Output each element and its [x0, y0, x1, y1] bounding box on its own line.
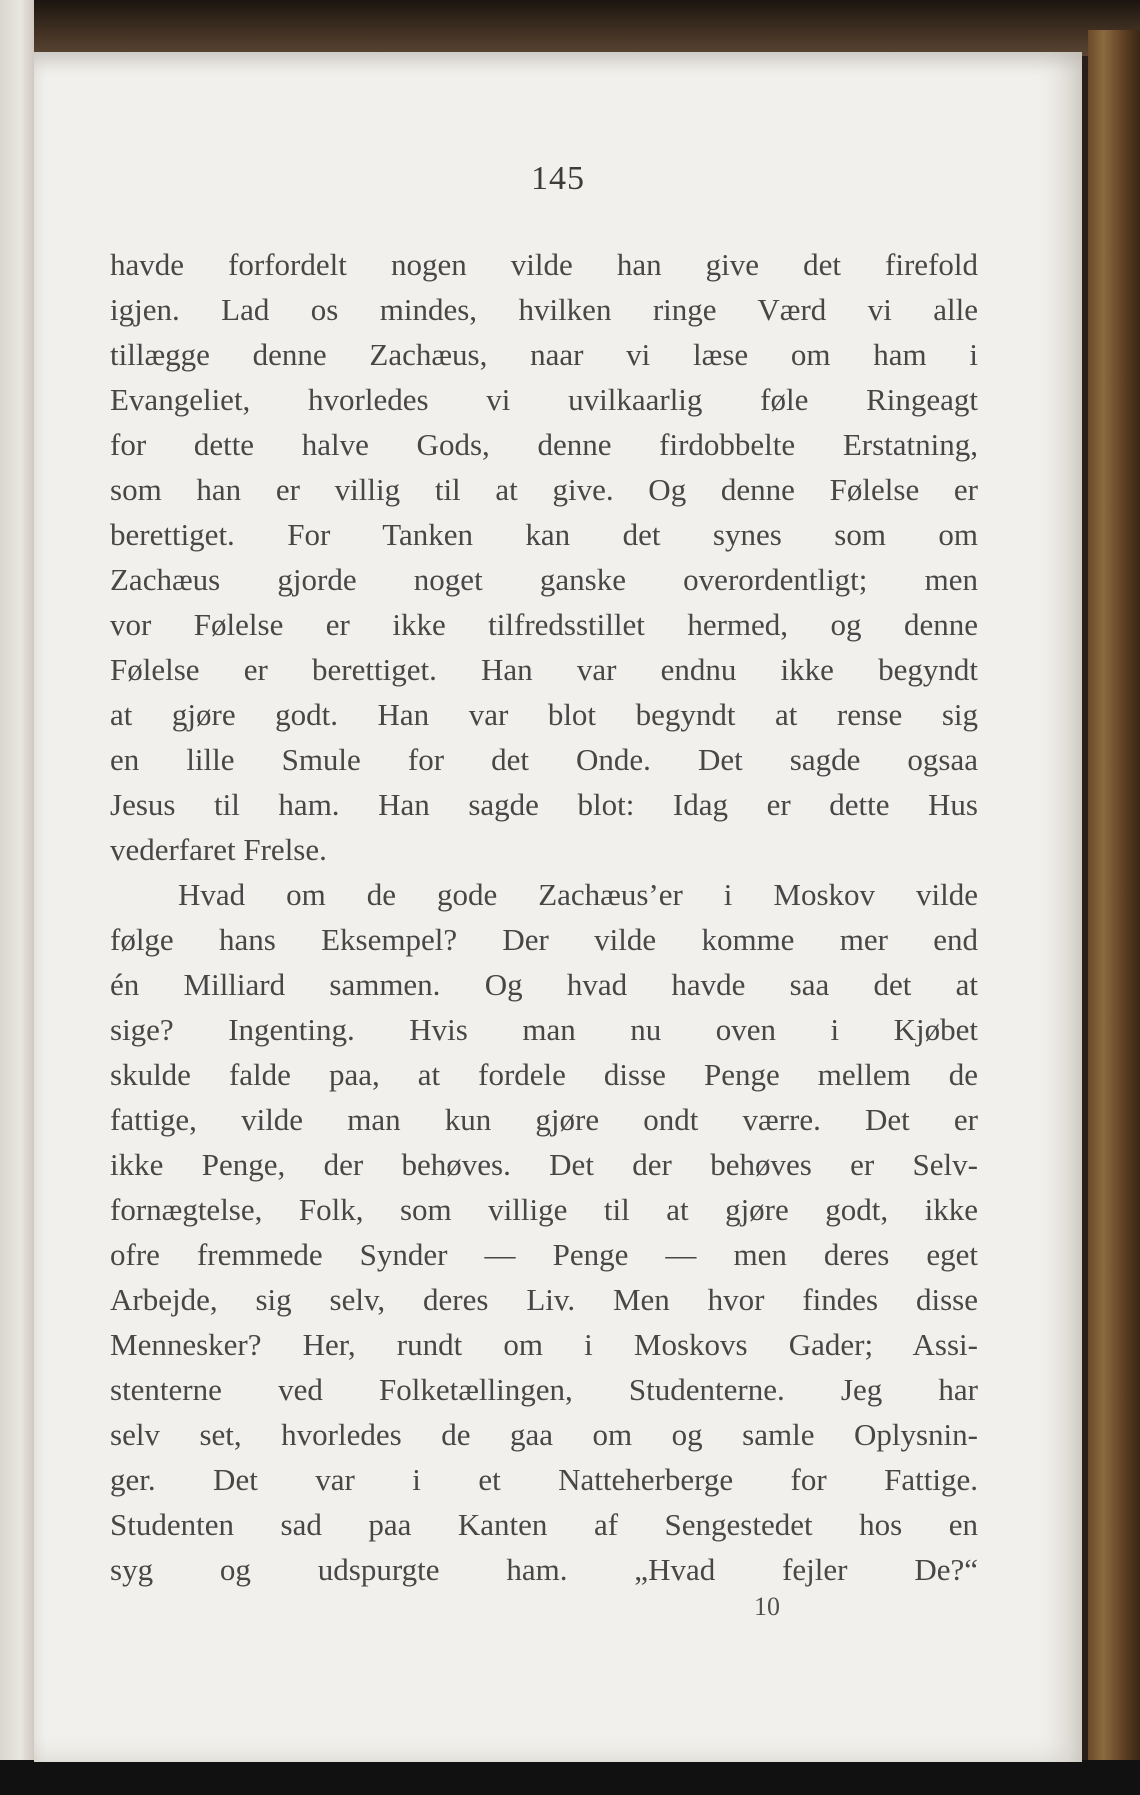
text-line: sige? Ingenting. Hvis man nu oven i Kjøbet: [110, 1012, 978, 1047]
book-page: [34, 52, 1082, 1762]
text-line: igjen. Lad os mindes, hvilken ringe Værd vi alle: [110, 292, 978, 327]
paragraph-end-line: vederfaret Frelse.: [110, 832, 327, 867]
text-line: havde forfordelt nogen vilde han give det firefold: [110, 247, 978, 282]
text-line: én Milliard sammen. Og hvad havde saa det at: [110, 967, 978, 1002]
scanner-left-margin: [0, 0, 34, 1795]
text-line: syg og udspurgte ham. „Hvad fejler De?“: [110, 1552, 978, 1587]
paragraph-start-line: Hvad om de gode Zachæus’er i Moskov vilde: [178, 877, 978, 912]
text-line: Arbejde, sig selv, deres Liv. Men hvor findes disse: [110, 1282, 978, 1317]
text-line: ikke Penge, der behøves. Det der behøves er Selv-: [110, 1147, 978, 1182]
text-line: tillægge denne Zachæus, naar vi læse om ham i: [110, 337, 978, 372]
book-top-edge: [0, 0, 1140, 56]
text-line: følge hans Eksempel? Der vilde komme mer end: [110, 922, 978, 957]
text-line: fornægtelse, Folk, som villige til at gjøre godt, ikke: [110, 1192, 978, 1227]
text-line: Jesus til ham. Han sagde blot: Idag er dette Hus: [110, 787, 978, 822]
text-line: som han er villig til at give. Og denne Følelse er: [110, 472, 978, 507]
body-text: [110, 242, 978, 1592]
text-line: Følelse er berettiget. Han var endnu ikke begyndt: [110, 652, 978, 687]
page-number: 145: [531, 160, 585, 197]
text-line: skulde falde paa, at fordele disse Penge mellem de: [110, 1057, 978, 1092]
text-line: Mennesker? Her, rundt om i Moskovs Gader; Assi-: [110, 1327, 978, 1362]
text-line: selv set, hvorledes de gaa om og samle Oplysnin-: [110, 1417, 978, 1452]
text-line: stenterne ved Folketællingen, Studenterne. Jeg har: [110, 1372, 978, 1407]
text-line: fattige, vilde man kun gjøre ondt værre. Det er: [110, 1102, 978, 1137]
text-line: ofre fremmede Synder — Penge — men deres eget: [110, 1237, 978, 1272]
text-line: ger. Det var i et Natteherberge for Fattige.: [110, 1462, 978, 1497]
text-line: at gjøre godt. Han var blot begyndt at rense sig: [110, 697, 978, 732]
scanner-bottom-edge: [0, 1760, 1140, 1795]
text-line: for dette halve Gods, denne firdobbelte Erstatning,: [110, 427, 978, 462]
book-binding-edge: [1088, 30, 1140, 1770]
text-line: vor Følelse er ikke tilfredsstillet hermed, og denne: [110, 607, 978, 642]
text-line: en lille Smule for det Onde. Det sagde ogsaa: [110, 742, 978, 777]
printer-signature-mark: 10: [754, 1592, 780, 1621]
text-line: Evangeliet, hvorledes vi uvilkaarlig føle Ringeagt: [110, 382, 978, 417]
text-line: Zachæus gjorde noget ganske overordentligt; men: [110, 562, 978, 597]
text-line: berettiget. For Tanken kan det synes som om: [110, 517, 978, 552]
text-line: Studenten sad paa Kanten af Sengestedet hos en: [110, 1507, 978, 1542]
